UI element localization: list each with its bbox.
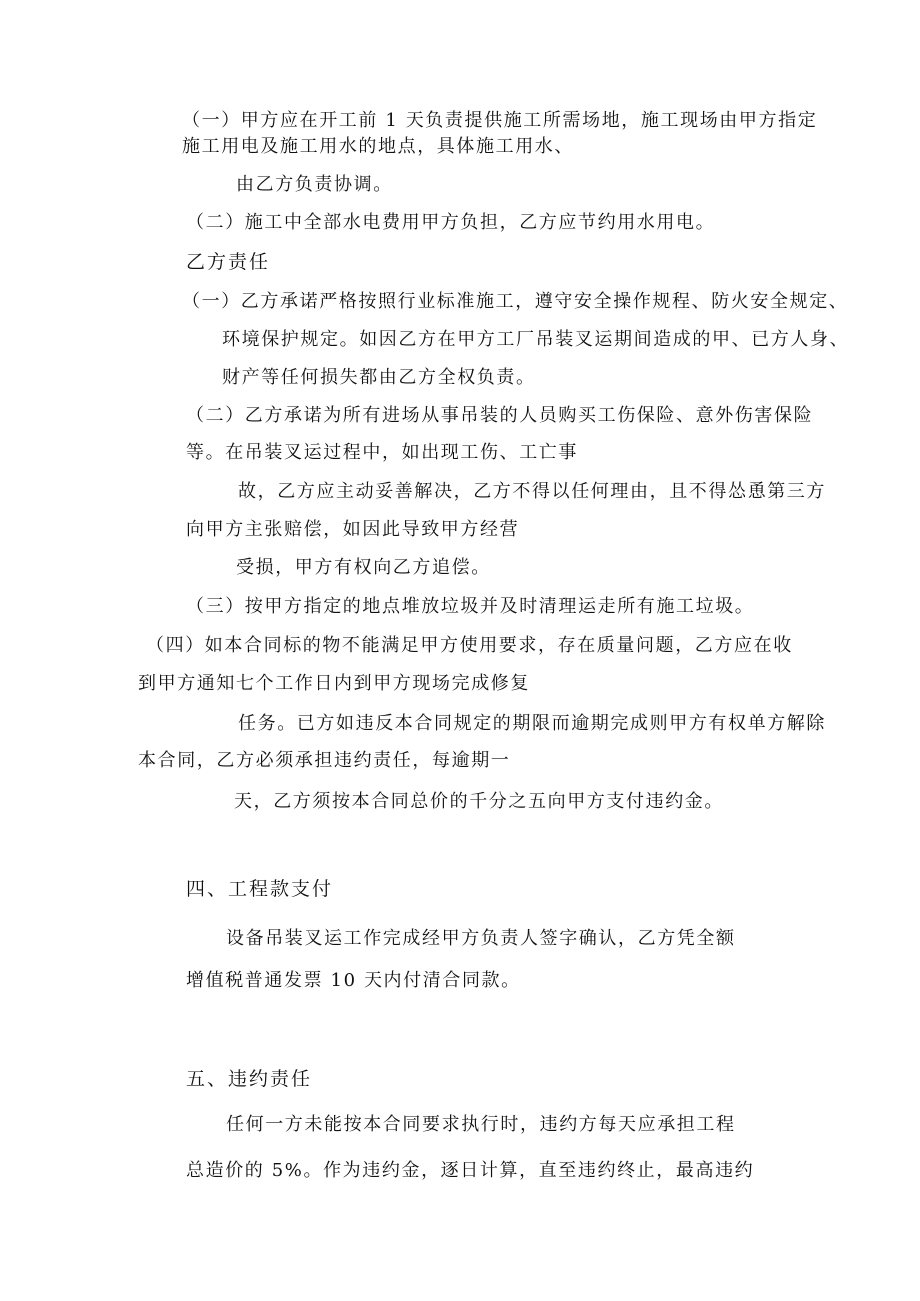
- section4-heading: 四、工程款支付: [186, 878, 334, 900]
- section5-heading: 五、违约责任: [186, 1068, 313, 1090]
- party-a-item1-line3: 由乙方负责协调。: [236, 174, 393, 195]
- party-b-item4-line4: 本合同，乙方必须承担违约责任，每逾期一: [138, 750, 511, 771]
- section4-line2: 增值税普通发票 10 天内付清合同款。: [186, 970, 521, 991]
- section5-line2: 总造价的 5%。作为违约金，逐日计算，直至违约终止，最高违约: [186, 1160, 755, 1181]
- party-b-item2-line2: 等。在吊装叉运过程中，如出现工伤、工亡事: [186, 442, 578, 463]
- party-a-item1-line2: 施工用电及施工用水的地点，具体施工用水、: [182, 136, 574, 157]
- party-b-item2-line1: （二）乙方承诺为所有进场从事吊装的人员购买工伤保险、意外伤害保险: [186, 405, 814, 426]
- party-b-item4-line5: 天，乙方须按本合同总价的千分之五向甲方支付违约金。: [234, 791, 724, 812]
- party-b-item1-line2: 环境保护规定。如因乙方在甲方工厂吊装叉运期间造成的甲、已方人身、: [222, 329, 850, 350]
- party-b-item2-line4: 向甲方主张赔偿，如因此导致甲方经营: [186, 519, 520, 540]
- party-b-heading: 乙方责任: [186, 251, 271, 273]
- party-a-item2: （二）施工中全部水电费用甲方负担，乙方应节约用水用电。: [186, 212, 716, 233]
- party-b-item2-line3: 故，乙方应主动妥善解决，乙方不得以任何理由，且不得怂恿第三方: [238, 481, 826, 502]
- party-b-item4-line2: 到甲方通知七个工作日内到甲方现场完成修复: [138, 673, 530, 694]
- section5-line1: 任何一方未能按本合同要求执行时，违约方每天应承担工程: [226, 1114, 736, 1135]
- party-b-item4-line3: 任务。已方如违反本合同规定的期限而逾期完成则甲方有权单方解除: [238, 713, 826, 734]
- party-b-item4-line1: （四）如本合同标的物不能满足甲方使用要求，存在质量问题，乙方应在收: [146, 635, 793, 656]
- party-a-item1-line1: （一）甲方应在开工前 1 天负责提供施工所需场地，施工现场由甲方指定: [182, 110, 818, 131]
- party-b-item2-line5: 受损，甲方有权向乙方追偿。: [236, 557, 491, 578]
- party-b-item3: （三）按甲方指定的地点堆放垃圾并及时清理运走所有施工垃圾。: [186, 596, 755, 617]
- party-b-item1-line3: 财产等任何损失都由乙方全权负责。: [222, 367, 536, 388]
- party-b-item1-line1: （一）乙方承诺严格按照行业标准施工，遵守安全操作规程、防火安全规定、: [182, 291, 849, 312]
- section4-line1: 设备吊装叉运工作完成经甲方负责人签字确认，乙方凭全额: [226, 928, 736, 949]
